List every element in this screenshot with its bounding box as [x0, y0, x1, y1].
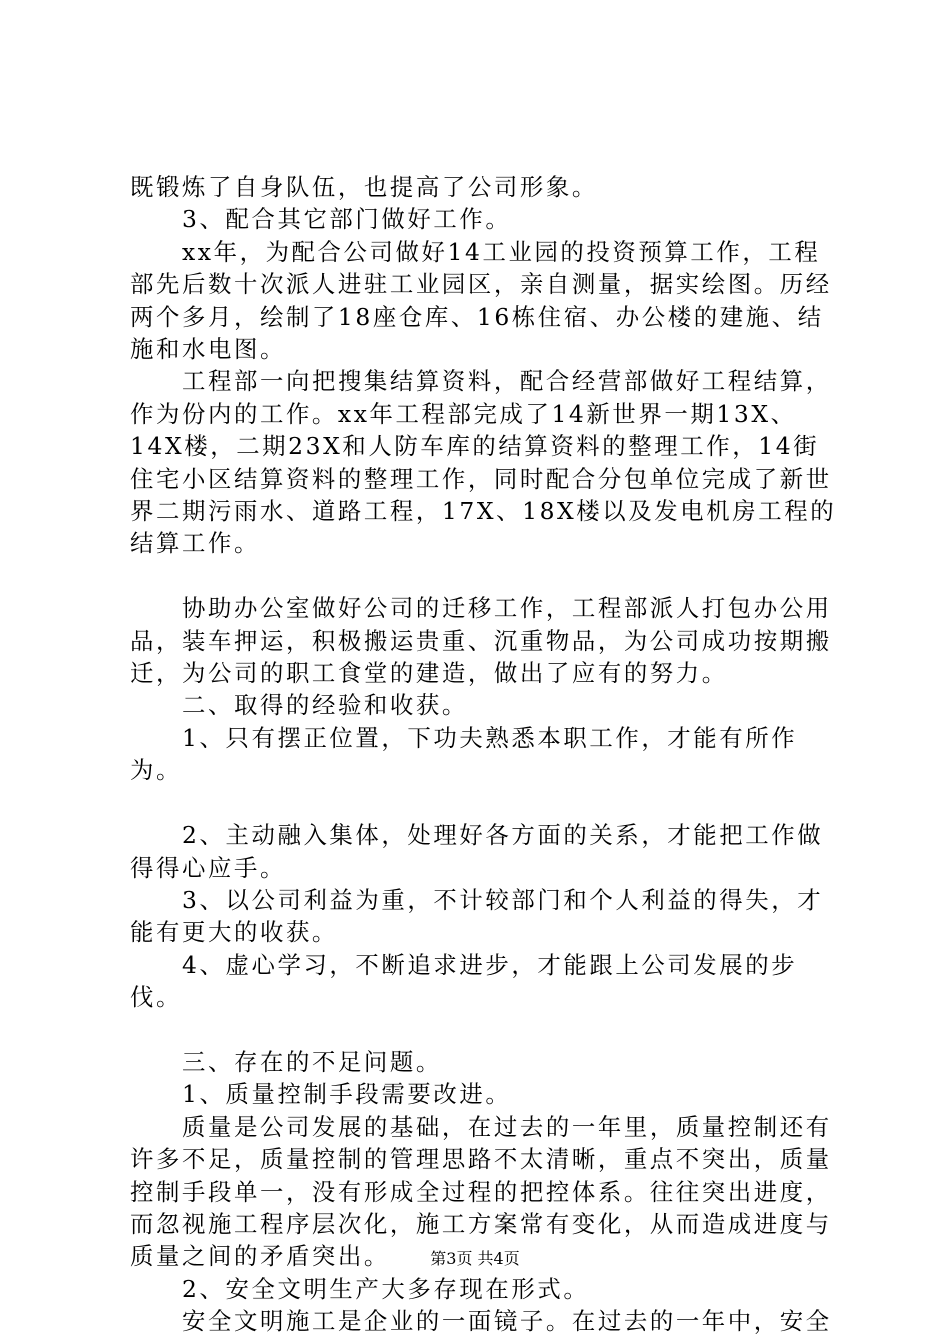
paragraph: 1、只有摆正位置，下功夫熟悉本职工作，才能有所作为。 — [130, 723, 798, 785]
paragraph: xx年，为配合公司做好14工业园的投资预算工作，工程部先后数十次派人进驻工业园区，亲自测量，据实绘图。历经两个多月，绘制了18座仓库、16栋住宿、办公楼的建施、结施和水电图。 — [130, 237, 832, 364]
paragraph: 4、虚心学习，不断追求进步，才能跟上公司发展的步伐。 — [130, 950, 798, 1012]
paragraph: 工程部一向把搜集结算资料，配合经营部做好工程结算，作为份内的工作。xx年工程部完成了14新世界一期13X、14X楼，二期23X和人防车库的结算资料的整理工作，14街住宅小区结算资料的整理工作，同时配合分包单位完成了新世界二期污雨水、道路工程，17X、18X楼以及发电机房工程的结算工作。 — [130, 367, 837, 558]
paragraph: 1、质量控制手段需要改进。 — [182, 1080, 512, 1109]
page-number-label: 第3页 共4页 — [430, 1249, 520, 1268]
paragraph: 协助办公室做好公司的迁移工作，工程部派人打包办公用品，装车押运，积极搬运贵重、沉重物品，为公司成功按期搬迁，为公司的职工食堂的建造，做出了应有的努力。 — [130, 594, 832, 688]
paragraph: 二、取得的经验和收获。 — [182, 691, 468, 720]
paragraph: 3、配合其它部门做好工作。 — [182, 205, 512, 234]
paragraph: 2、主动融入集体，处理好各方面的关系，才能把工作做得得心应手。 — [130, 821, 824, 882]
paragraph: 3、以公司利益为重，不计较部门和个人利益的得失，才能有更大的收获。 — [130, 885, 824, 947]
paragraph: 质量是公司发展的基础，在过去的一年里，质量控制还有许多不足，质量控制的管理思路不太清晰，重点不突出，质量控制手段单一，没有形成全过程的把控体系。往往突出进度，而忽视施工程序层次化，施工方案常有变化，从而造成进度与质量之间的矛盾突出。 — [130, 1112, 832, 1271]
body-text — [130, 171, 842, 1338]
page-footer — [0, 1246, 950, 1269]
paragraph: 2、安全文明生产大多存现在形式。 — [182, 1274, 590, 1303]
paragraph: 既锻炼了自身队伍，也提高了公司形象。 — [130, 173, 598, 201]
paragraph: 三、存在的不足问题。 — [182, 1047, 442, 1076]
paragraph: 安全文明施工是企业的一面镜子。在过去的一年中，安全 — [182, 1307, 832, 1336]
